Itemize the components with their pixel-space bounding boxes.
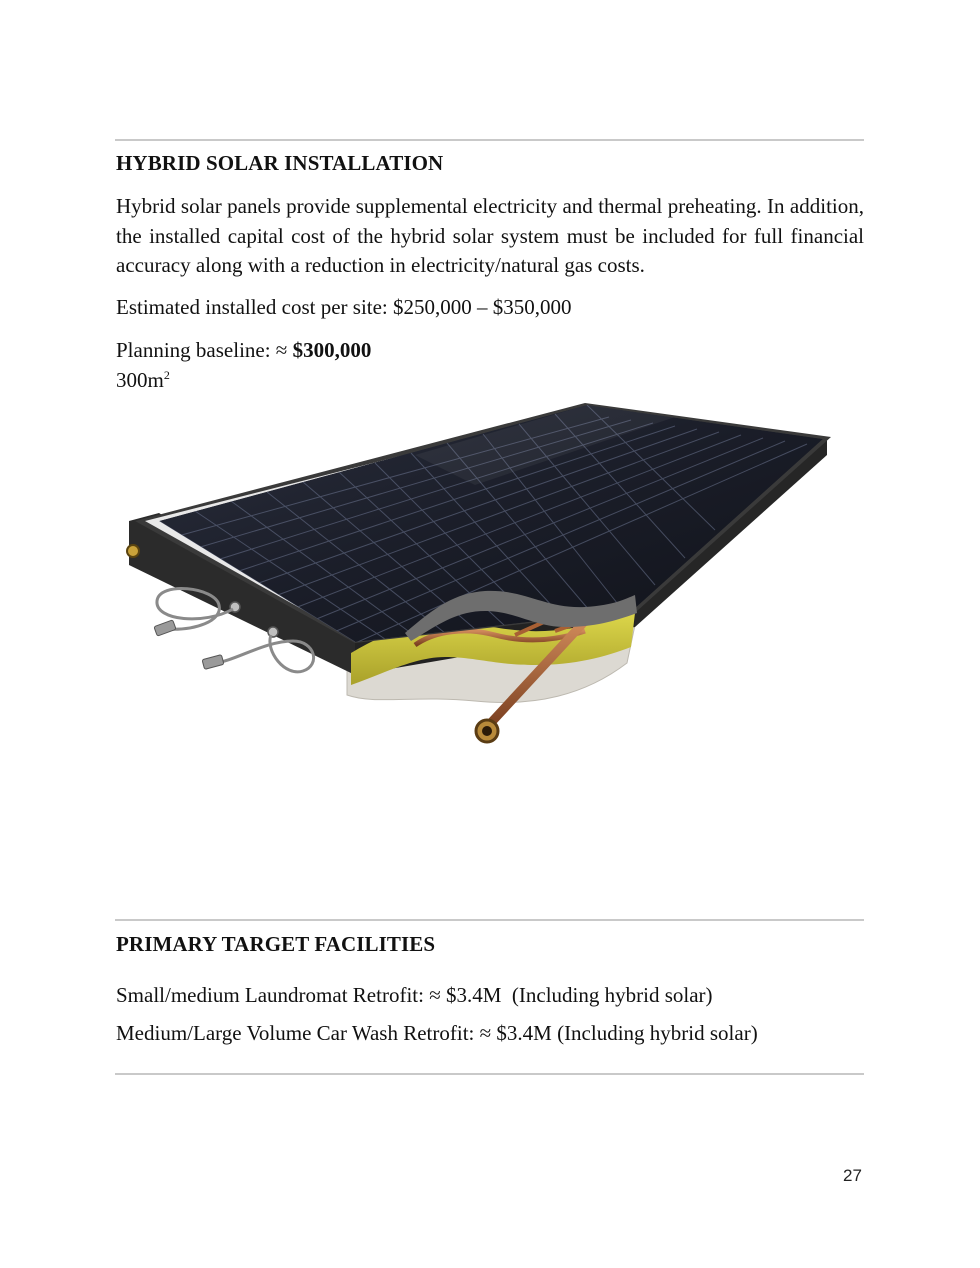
facility-item-car-wash: Medium/Large Volume Car Wash Retrofit: ≈ $3.4M (Including hybrid solar) <box>116 1021 758 1045</box>
baseline-value: $300,000 <box>292 338 372 362</box>
area-value: 300m <box>116 368 164 392</box>
section-paragraph: Hybrid solar panels provide supplemental electricity and thermal preheating. In addition, the installed capital cost of the hybrid solar system must be included for full financial accuracy along with a reduction in electricity/natural gas costs. <box>116 194 864 277</box>
estimated-cost-line: Estimated installed cost per site: $250,000 – $350,000 <box>116 295 572 319</box>
area-line <box>116 368 170 393</box>
facility-item-laundromat: Small/medium Laundromat Retrofit: ≈ $3.4M (Including hybrid solar) <box>116 983 713 1007</box>
section-heading-hybrid-solar: HYBRID SOLAR INSTALLATION <box>116 151 444 175</box>
planning-baseline-line <box>116 338 371 363</box>
hybrid-solar-panel-illustration <box>115 395 845 755</box>
bottom-divider <box>115 1073 864 1075</box>
area-exponent: 2 <box>163 368 170 382</box>
page-number: 27 <box>843 1166 862 1185</box>
baseline-label: Planning baseline: ≈ <box>116 338 293 362</box>
top-divider <box>115 139 864 141</box>
section-heading-target-facilities: PRIMARY TARGET FACILITIES <box>116 932 436 956</box>
middle-divider <box>115 919 864 921</box>
